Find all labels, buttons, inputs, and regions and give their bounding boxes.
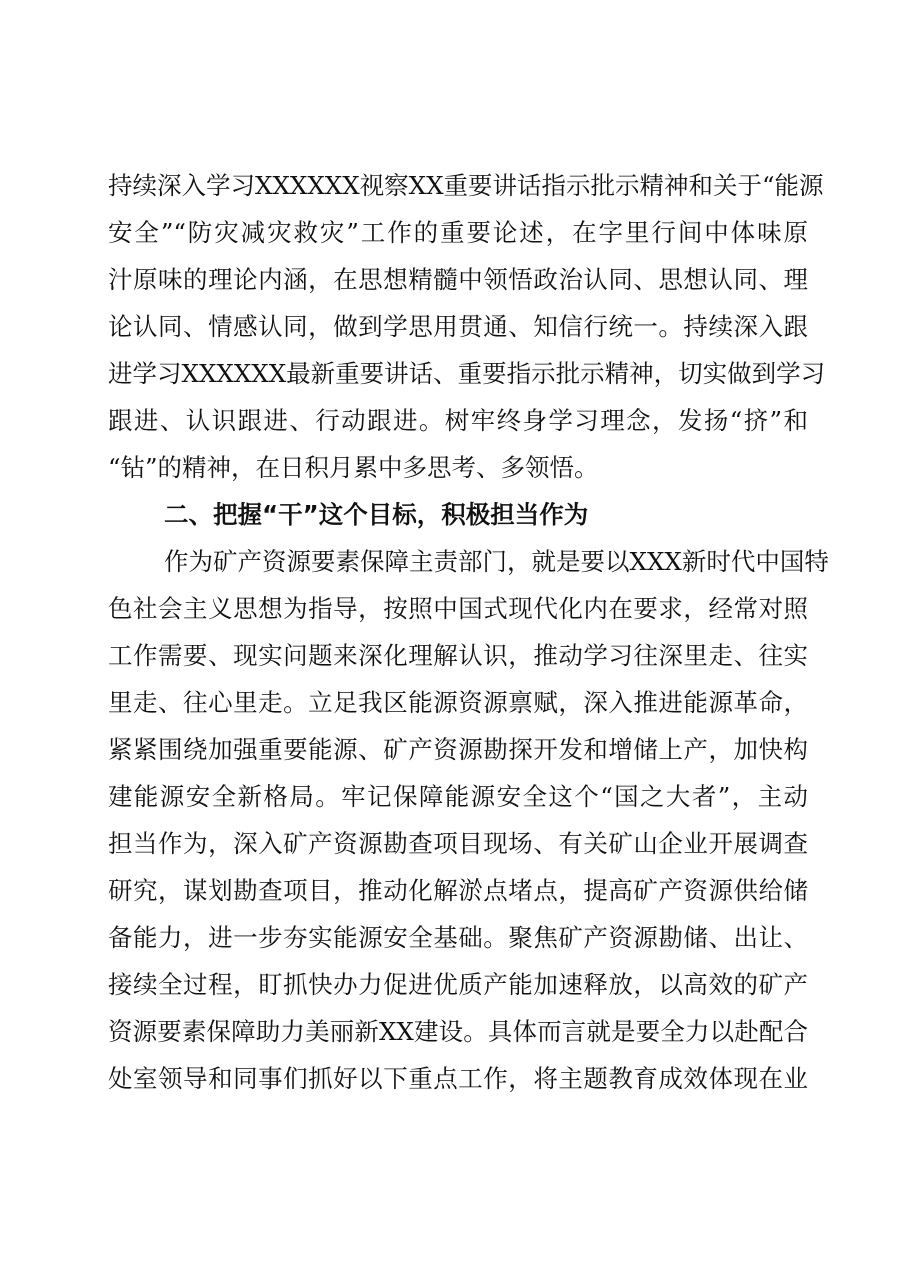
paragraph-2 <box>108 538 829 1102</box>
paragraph-line: 建能源安全新格局。牢记保障能源安全这个“国之大者”，主动 <box>108 782 808 811</box>
paragraph-line: 跟进、认识跟进、行动跟进。树牢终身学习理念，发扬“挤”和 <box>108 406 808 435</box>
paragraph-line: 担当作为，深入矿产资源勘查项目现场、有关矿山企业开展调查 <box>108 829 808 858</box>
paragraph-line: 持续深入学习XXXXXX视察XX重要讲话指示批示精神和关于“能源 <box>108 171 824 200</box>
paragraph-line: 作为矿产资源要素保障主责部门，就是要以XXX新时代中国特 <box>164 547 829 576</box>
paragraph-line: 研究，谋划勘查项目，推动化解淤点堵点，提高矿产资源供给储 <box>108 876 808 905</box>
paragraph-line: 色社会主义思想为指导，按照中国式现代化内在要求，经常对照 <box>108 594 808 623</box>
paragraph-line: 里走、往心里走。立足我区能源资源禀赋，深入推进能源革命， <box>108 688 808 717</box>
section-heading: 二、把握“干”这个目标，积极担当作为 <box>164 500 589 529</box>
paragraph-line: 资源要素保障助力美丽新XX建设。具体而言就是要全力以赴配合 <box>108 1017 808 1046</box>
paragraph-line: 安全”“防灾减灾救灾”工作的重要论述，在字里行间中体味原 <box>108 218 808 247</box>
paragraph-line: 处室领导和同事们抓好以下重点工作，将主题教育成效体现在业 <box>108 1064 808 1093</box>
paragraph-line: 接续全过程，盯抓快办力促进优质产能加速释放，以高效的矿产 <box>108 970 808 999</box>
paragraph-line: 工作需要、现实问题来深化理解认识，推动学习往深里走、往实 <box>108 641 808 670</box>
paragraph-line: 备能力，进一步夯实能源安全基础。聚焦矿产资源勘储、出让、 <box>108 923 808 952</box>
paragraph-1 <box>108 162 826 491</box>
paragraph-line: “钻”的精神，在日积月累中多思考、多领悟。 <box>108 453 599 482</box>
paragraph-line: 进学习XXXXXX最新重要讲话、重要指示批示精神，切实做到学习 <box>108 359 826 388</box>
paragraph-line: 论认同、情感认同，做到学思用贯通、知信行统一。持续深入跟 <box>108 312 808 341</box>
paragraph-line: 紧紧围绕加强重要能源、矿产资源勘探开发和增储上产，加快构 <box>108 735 808 764</box>
document-body <box>108 162 829 1102</box>
paragraph-line: 汁原味的理论内涵，在思想精髓中领悟政治认同、思想认同、理 <box>108 265 808 294</box>
